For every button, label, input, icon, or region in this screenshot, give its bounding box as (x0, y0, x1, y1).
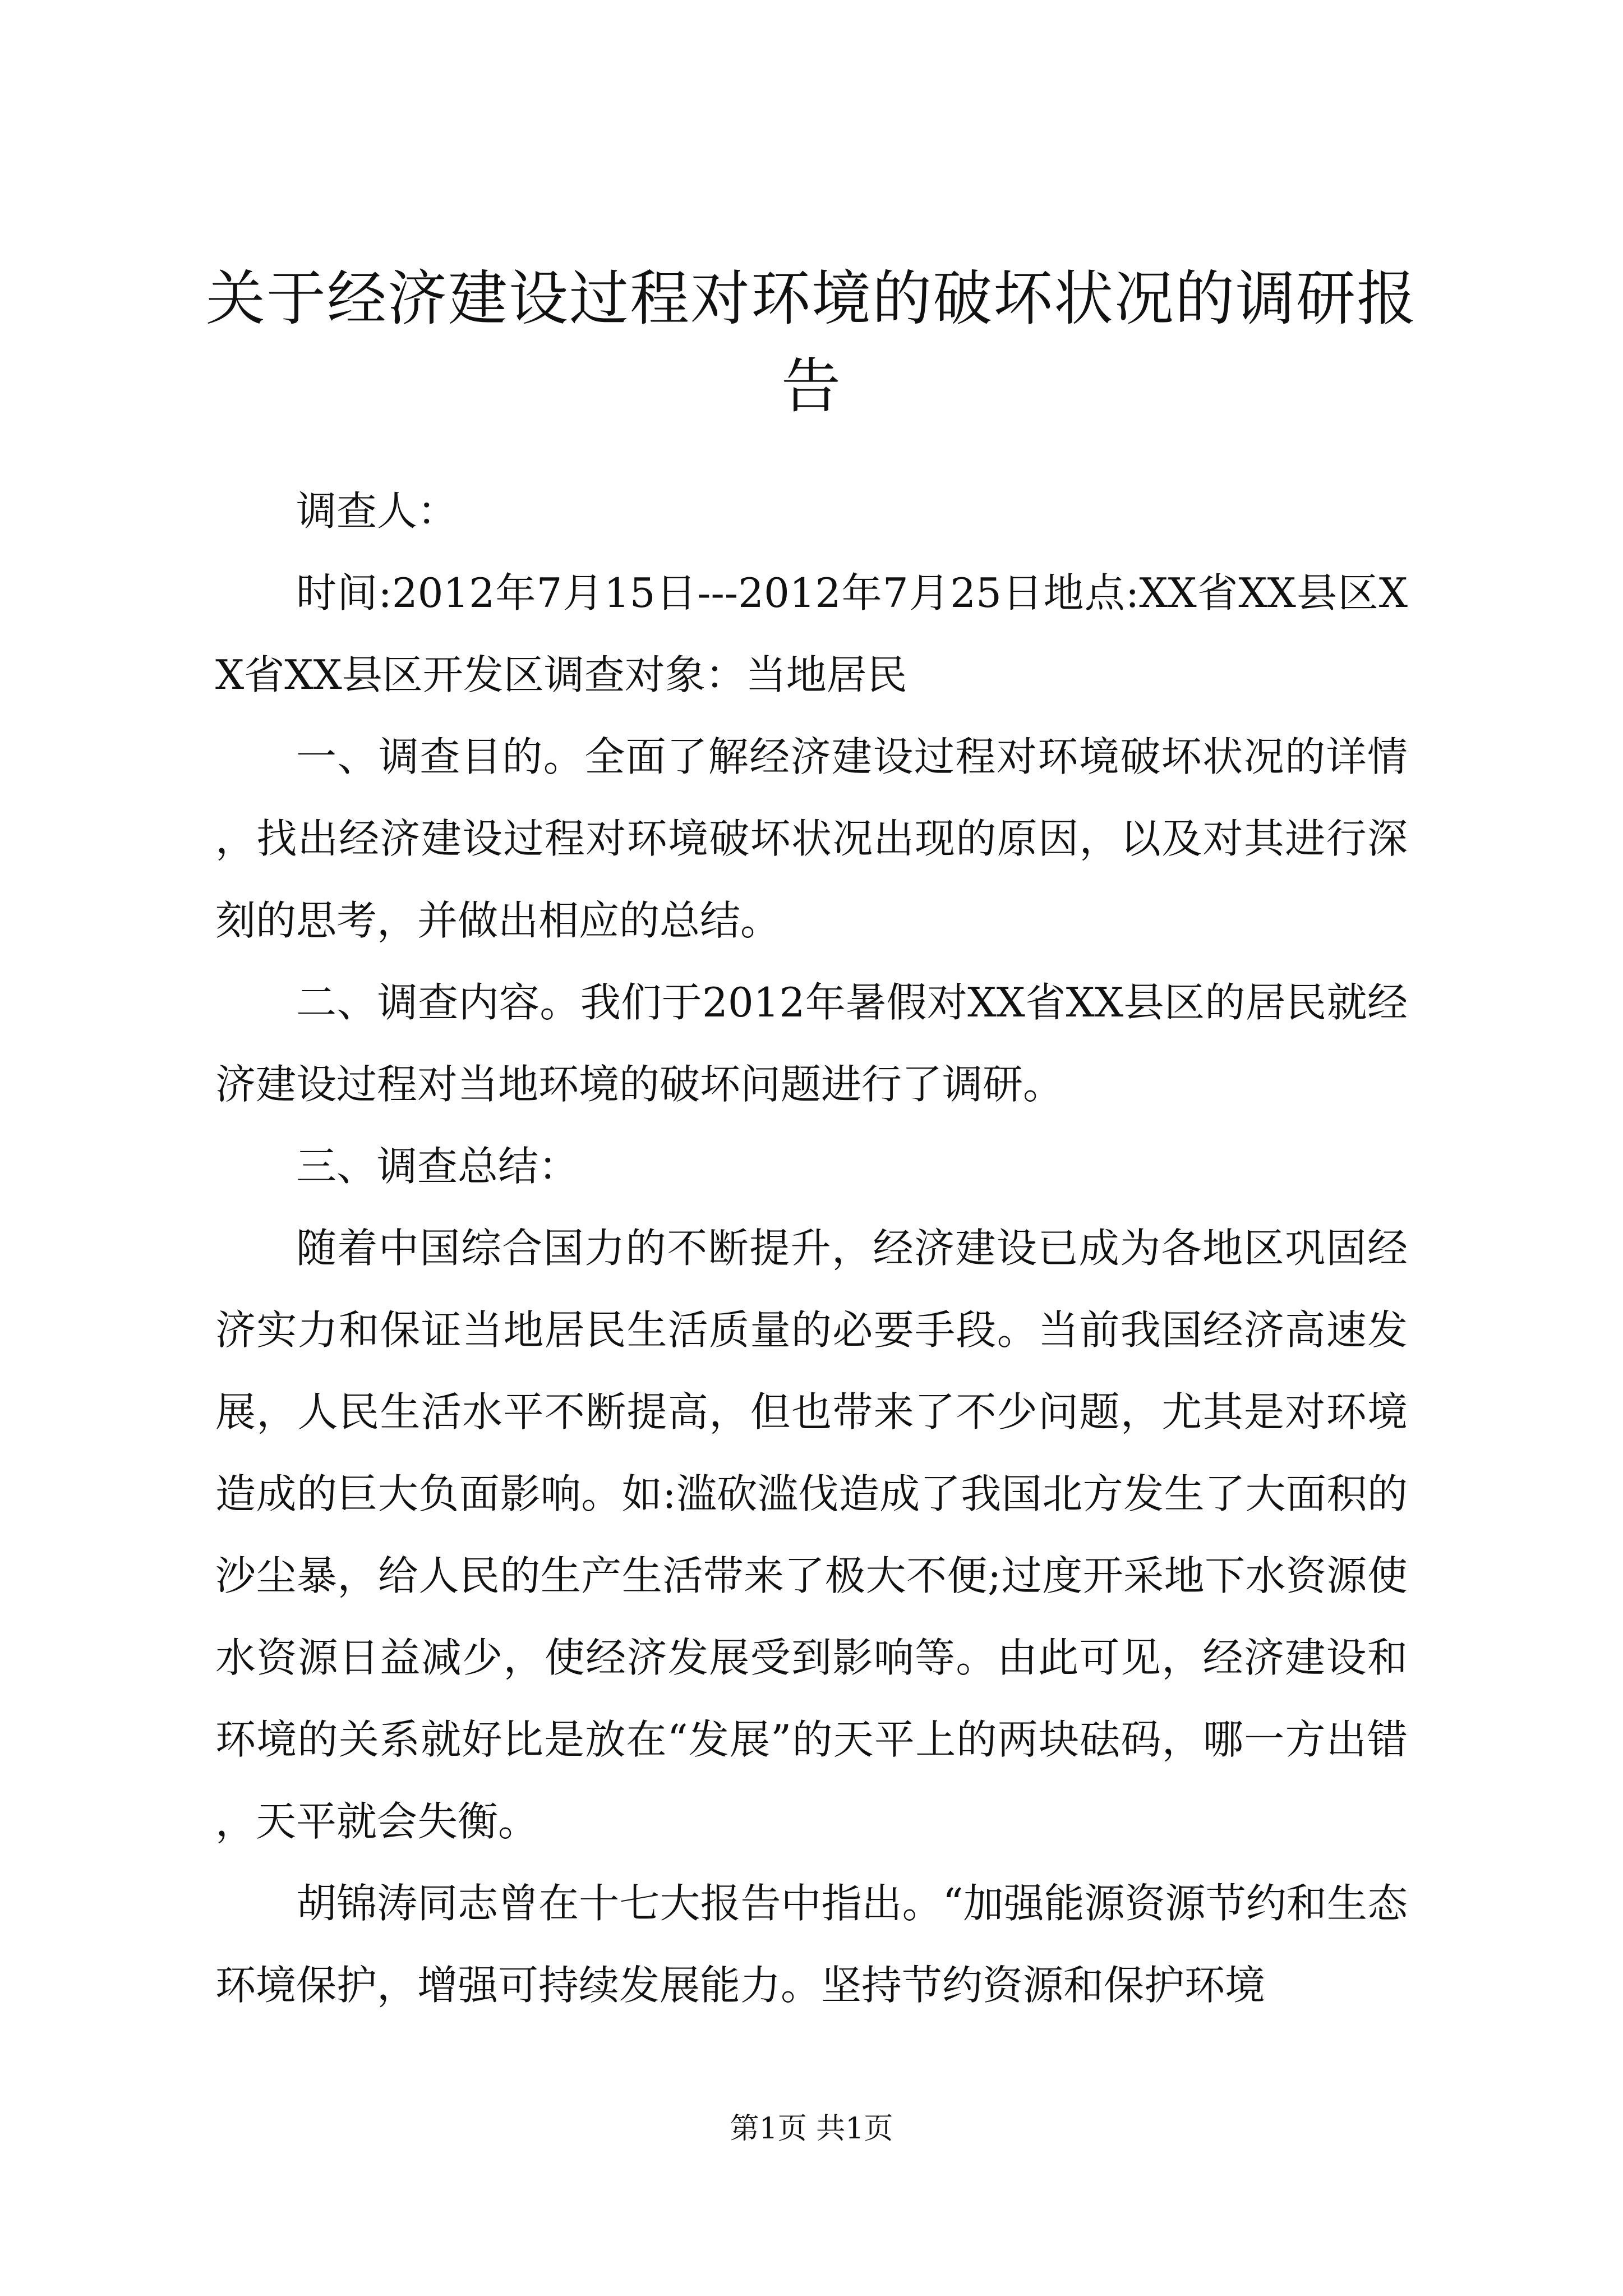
document-body (215, 470, 1408, 2026)
page-footer: 第1页 共1页 (730, 2112, 893, 2146)
summary-paragraph: 随着中国综合国力的不断提升，经济建设已成为各地区巩固经济实力和保证当地居民生活质量的必要手段。当前我国经济高速发展，人民生活水平不断提高，但也带来了不少问题，尤其是对环境造成的巨大负面影响。如:滥砍滥伐造成了我国北方发生了大面积的沙尘暴，给人民的生产生活带来了极大不便;过度开采地下水资源使水资源日益减少，使经济发展受到影响等。由此可见，经济建设和环境的关系就好比是放在“发展”的天平上的两块砝码，哪一方出错，天平就会失衡。 (215, 1225, 1408, 1845)
quote-paragraph: 胡锦涛同志曾在十七大报告中指出。“加强能源资源节约和生态环境保护，增强可持续发展能力。坚持节约资源和保护环境 (215, 1880, 1408, 2009)
purpose-paragraph: 一、调查目的。全面了解经济建设过程对环境破坏状况的详情，找出经济建设过程对环境破坏状况出现的原因，以及对其进行深刻的思考，并做出相应的总结。 (215, 733, 1408, 944)
content-paragraph: 二、调查内容。我们于2012年暑假对XX省XX县区的居民就经济建设过程对当地环境的破坏问题进行了调研。 (215, 979, 1408, 1108)
summary-heading: 三、调查总结： (296, 1143, 579, 1190)
investigator-line: 调查人： (296, 487, 458, 535)
document-title: 关于经济建设过程对环境的破坏状况的调研报告 (206, 264, 1417, 421)
time-location-paragraph: 时间:2012年7月15日---2012年7月25日地点:XX省XX县区XX省XX县区开发区调查对象：当地居民 (215, 569, 1408, 698)
